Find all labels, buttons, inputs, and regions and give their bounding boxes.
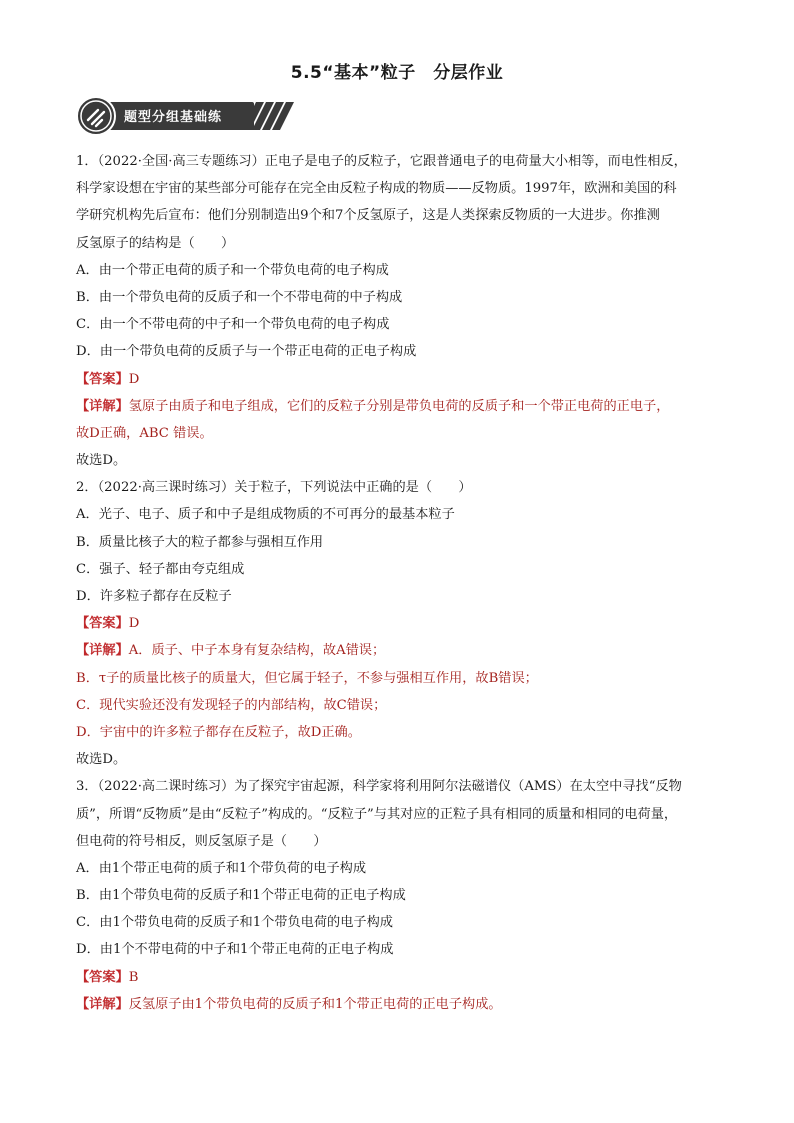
- option-a: A．由1个带正电荷的质子和1个带负荷的电子构成: [76, 860, 367, 876]
- option-b: B．质量比核子大的粒子都参与强相互作用: [76, 534, 324, 550]
- option-c: C．强子、轻子都由夸克组成: [76, 561, 245, 577]
- detail-line: [76, 637, 720, 664]
- question-stem-line: 2．（2022·高三课时练习）关于粒子，下列说法中正确的是（ ）: [76, 480, 472, 496]
- page-title: 5.5“基本”粒子 分层作业: [290, 63, 504, 83]
- option-a: A．由一个带正电荷的质子和一个带负电荷的电子构成: [76, 262, 389, 278]
- option-b: B．由一个带负电荷的反质子和一个不带电荷的中子构成: [76, 289, 403, 305]
- answer-line: [76, 366, 720, 393]
- question-list: [76, 148, 720, 1018]
- detail-text: 反氢原子由1个带负电荷的反质子和1个带正电荷的正电子构成。: [128, 996, 502, 1012]
- section-label: 题型分组基础练: [124, 110, 223, 125]
- option-d: D．许多粒子都存在反粒子: [76, 589, 232, 604]
- question-stem-line: 1．（2022·全国·高三专题练习）正电子是电子的反粒子，它跟普通电子的电荷量大小相等，而电性相反，: [76, 154, 687, 169]
- question-stem-line: 3．（2022·高二课时练习）为了探究宇宙起源，科学家将利用阿尔法磁谱仪（AMS）在太空中寻找“反物: [76, 779, 682, 795]
- answer-value: B: [128, 969, 139, 985]
- answer-tag: 【答案】: [76, 371, 129, 387]
- question-stem-line: 反氢原子的结构是（ ）: [76, 235, 235, 251]
- question-stem-line: 但电荷的符号相反，则反氢原子是（ ）: [76, 833, 327, 849]
- option-d: D．由一个带负电荷的反质子与一个带正电荷的正电子构成: [76, 344, 417, 360]
- option-c: C．由1个带负电荷的反质子和1个带负电荷的电子构成: [76, 915, 393, 931]
- question-stem-line: 质”，所谓“反物质”是由“反粒子”构成的。“反粒子”与其对应的正粒子具有相同的质量和相同的电荷量，: [76, 806, 678, 822]
- detail-line: D．宇宙中的许多粒子都存在反粒子，故D正确。: [76, 724, 361, 740]
- question-2: [76, 474, 720, 773]
- conclusion: 故选D。: [76, 453, 127, 469]
- detail-text: 氢原子由质子和电子组成，它们的反粒子分别是带负电荷的反质子和一个带正电荷的正电子，: [128, 398, 670, 414]
- detail-tag: 【详解】: [76, 996, 129, 1012]
- detail-line: B．τ子的质量比核子的质量大，但它属于轻子，不参与强相互作用，故B错误；: [76, 670, 538, 686]
- answer-tag: 【答案】: [76, 969, 129, 985]
- answer-value: D: [128, 371, 140, 387]
- option-b: B．由1个带负电荷的反质子和1个带正电荷的正电子构成: [76, 888, 406, 904]
- answer-tag: 【答案】: [76, 616, 129, 632]
- detail-tag: 【详解】: [76, 643, 129, 659]
- answer-line: [76, 610, 720, 637]
- option-a: A．光子、电子、质子和中子是组成物质的不可再分的最基本粒子: [76, 507, 455, 523]
- detail-text: A．质子、中子本身有复杂结构，故A错误；: [128, 643, 386, 659]
- question-stem-line: 科学家设想在宇宙的某些部分可能存在完全由反粒子构成的物质——反物质。1997年，欧洲和美国的科: [76, 181, 677, 197]
- question-stem-line: 学研究机构先后宣布：他们分别制造出9个和7个反氢原子，这是人类探索反物质的一大进步。你推测: [76, 208, 660, 224]
- question-1: [76, 148, 720, 474]
- detail-tag: 【详解】: [76, 398, 129, 414]
- conclusion: 故选D。: [76, 752, 127, 768]
- question-3: [76, 773, 720, 1018]
- section-banner: [76, 96, 296, 136]
- detail-line: C．现代实验还没有发现轻子的内部结构，故C错误；: [76, 697, 387, 713]
- detail-line: 故D正确，ABC 错误。: [76, 425, 213, 441]
- answer-line: [76, 964, 720, 991]
- option-c: C．由一个不带电荷的中子和一个带负电荷的电子构成: [76, 317, 390, 333]
- detail-line: [76, 991, 720, 1018]
- option-d: D．由1个不带电荷的中子和1个带正电荷的正电子构成: [76, 942, 394, 958]
- detail-line: [76, 393, 720, 420]
- answer-value: D: [128, 616, 140, 632]
